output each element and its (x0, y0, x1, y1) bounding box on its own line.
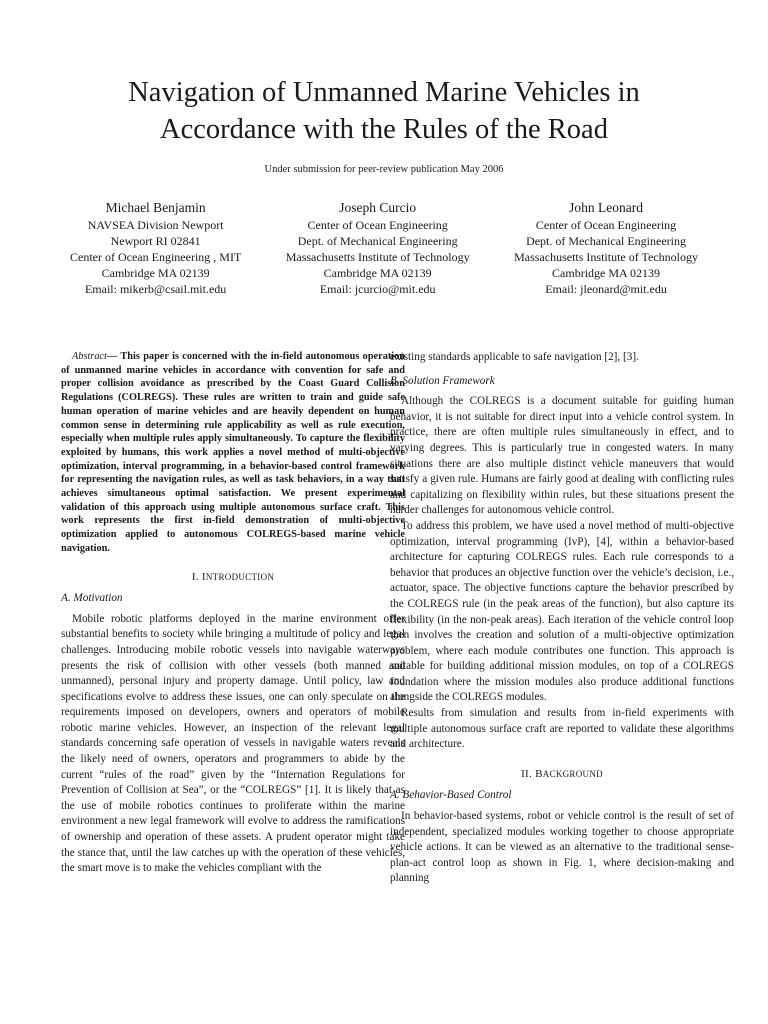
author-affiliation: NAVSEA Division Newport (87, 218, 224, 232)
left-column (61, 350, 405, 877)
author-affiliation: Dept. of Mechanical Engineering (526, 234, 686, 248)
subsection-heading-motivation: A. Motivation (61, 592, 123, 605)
abstract (61, 350, 405, 556)
paragraph: Although the COLREGS is a document suitable for guiding human behavior, it is not suitable for direct input into a vehicle control system. In practice, there are often multiple rules simultaneously in effect, and to varying degrees. This is particularly true in congested waters. In many situations there are also multiple distinct vehicle maneuvers that would satisfy a given rule. Humans are fairly good at dealing with conflicting rules and capitalizing on flexibility within rules, but these situations present the harder challenges for autonomous vehicle control. (390, 395, 734, 517)
author-name: John Leonard (569, 200, 643, 215)
author-affiliation: Center of Ocean Engineering (307, 218, 448, 232)
paragraph: To address this problem, we have used a novel method of multi-objective optimization, interval programming (IvP), [4], within a behavior-based architecture for capturing COLREGS rules. Each rule corresponds to a behavior that produces an objective function over the vehicle’s decision, i.e., actuator, space. The objective functions capture the behavior prescribed by the COLREGS rule (in the peak areas of the function), but also capture its flexibility (in the non-peak areas). Each iteration of the vehicle control loop then involves the creation and solution of a multi-objective optimization problem, where each module contributes one function. This approach is suitable for building additional mission modules, on top of a COLREGS foundation where the mission modules also produce additional functions alongside the COLREGS modules. (390, 519, 734, 704)
abstract-label: Abstract (72, 351, 107, 362)
author-benjamin (70, 199, 241, 297)
author-affiliation: Newport RI 02841 (110, 234, 201, 248)
author-email: Email: mikerb@csail.mit.edu (84, 282, 227, 296)
right-column (390, 350, 734, 887)
abstract-text: This paper is concerned with the in-field autonomous operation of unmanned marine vehicles in accordance with convention for safe and proper collision avoidance as prescribed by the Coast Guard Collision Regulations (COLREGS). These rules are written to train and guide safe human operation of marine vehicles and are heavily dependent on human common sense in determining rule applicability as well as rule execution, especially when multiple rules apply simultaneously. To capture the flexibility exploited by humans, this work applies a novel method of multi-objective optimization, interval programming, in a behavior-based control framework for representing the navigation rules, as well as task behaviors, in a way that achieves simultaneous optimal satisfaction. We present experimental validation of this approach using multiple autonomous surface craft. This work represents the first in-field demonstration of multi-objective optimization applied to autonomous COLREGS-based marine vehicle navigation. (61, 351, 406, 554)
paper-title (0, 74, 768, 148)
author-affiliation: Center of Ocean Engineering , MIT (70, 250, 242, 264)
author-affiliation: Massachusetts Institute of Technology (285, 250, 470, 264)
author-affiliation: Dept. of Mechanical Engineering (297, 234, 458, 248)
paper-title-line-2: Accordance with the Rules of the Road (160, 114, 608, 145)
author-block (70, 199, 698, 297)
author-email: Email: jcurcio@mit.edu (319, 282, 436, 296)
subsection-heading-solution-framework: B. Solution Framework (390, 374, 495, 387)
paragraph: Mobile robotic platforms deployed in the marine environment offer substantial benefits to society while bringing a multitude of policy and legal challenges. Introducing mobile robotic vessels into navigable waterways presents the risk of collision with other vessels (both manned and unmanned), personal injury and property damage. Until policy, law and specifications evolve to address these issues, one can only speculate on the requirements imposed on developers, owners and operators of mobile robotic marine vehicles. However, an inspection of the relevant legal standards concerning safe operation of vessels in navigable waters reveals the likely need of owners, operators and programmers to abide by the current “rules of the road” given by the “Internation Regulations for Prevention of Collision at Sea”, or the “COLREGS” [1]. It is likely that as the use of mobile robotics continues to proliferate within the marine environment a new legal framework will evolve to address the ramifications of ownership and operation of these assets. A prudent operator might take the stance that, until the law catches up with the operation of these vehicles, the smart move is to make the vehicles compliant with the (61, 612, 405, 875)
author-affiliation: Cambridge MA 02139 (101, 266, 210, 280)
author-email: Email: jleonard@mit.edu (545, 282, 667, 296)
author-curcio (286, 199, 470, 297)
submission-note: Under submission for peer-review publication May 2006 (264, 164, 504, 175)
author-leonard (514, 199, 698, 297)
section-heading-background: II. BACKGROUND (521, 767, 603, 780)
subsection-heading-behavior-based-control: A. Behavior-Based Control (390, 789, 512, 802)
author-affiliation: Center of Ocean Engineering (535, 218, 677, 232)
paragraph: Results from simulation and results from in-field experiments with multiple autonomous surface craft are reported to validate these algorithms and architecture. (390, 707, 734, 751)
abstract-dash: — (106, 351, 121, 362)
paper-title-line-1: Navigation of Unmanned Marine Vehicles in (128, 77, 640, 108)
author-name: Joseph Curcio (339, 200, 417, 215)
author-affiliation: Cambridge MA 02139 (323, 266, 432, 280)
section-heading-introduction: I. INTRODUCTION (191, 570, 275, 583)
author-affiliation: Cambridge MA 02139 (552, 266, 661, 280)
paragraph: In behavior-based systems, robot or vehicle control is the result of set of independent, specialized modules working together to choose appropriate vehicle actions. It can be viewed as an alternative to the traditional sense-plan-act control loop as shown in Fig. 1, where decision-making and planning (390, 810, 734, 885)
author-affiliation: Massachusetts Institute of Technology (514, 250, 698, 264)
paragraph-continued: existing standards applicable to safe navigation [2], [3]. (390, 351, 639, 363)
author-name: Michael Benjamin (105, 200, 206, 215)
